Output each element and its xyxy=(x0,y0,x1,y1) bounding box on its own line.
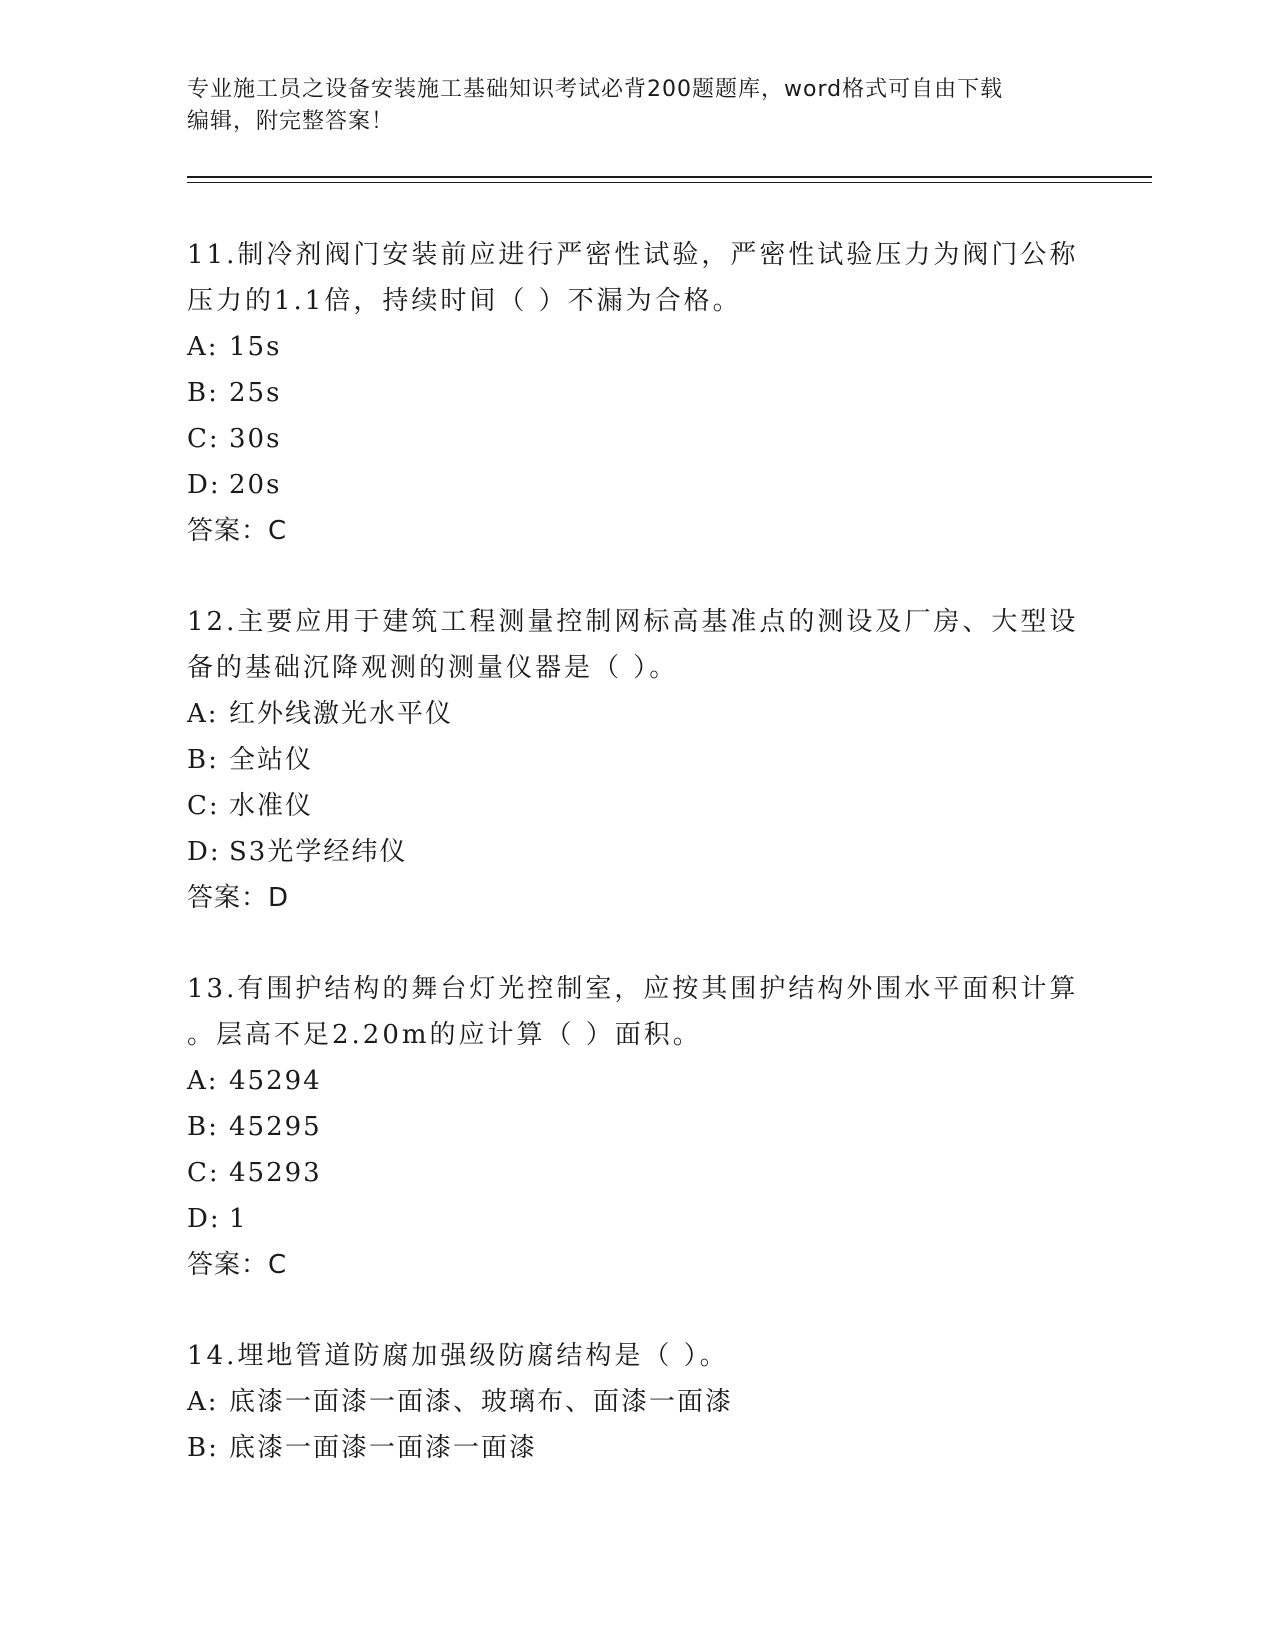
option-text: 20s xyxy=(229,470,282,500)
question-13 xyxy=(187,966,1087,1288)
option-a xyxy=(187,1379,1087,1425)
option-text: 45295 xyxy=(229,1112,322,1142)
question-stem-line: 备的基础沉降观测的测量仪器是（ ）。 xyxy=(187,653,679,683)
option-d xyxy=(187,829,1087,875)
option-text: 水准仪 xyxy=(229,791,314,821)
option-a xyxy=(187,691,1087,737)
option-label: B: xyxy=(187,745,219,775)
option-label: B: xyxy=(187,1112,219,1142)
question-stem-line: 14.埋地管道防腐加强级防腐结构是（ ）。 xyxy=(187,1341,729,1371)
option-label: D: xyxy=(187,837,221,867)
answer-line: 答案：D xyxy=(187,883,290,913)
option-text: 红外线激光水平仪 xyxy=(229,699,454,729)
question-12 xyxy=(187,599,1087,921)
option-text: 底漆一面漆一面漆一面漆 xyxy=(229,1433,538,1463)
option-text: 25s xyxy=(229,378,282,408)
option-text: 1 xyxy=(229,1204,248,1234)
option-text: 15s xyxy=(229,332,282,362)
answer-line: 答案：C xyxy=(187,1250,288,1280)
option-text: 全站仪 xyxy=(229,745,314,775)
option-label: C: xyxy=(187,1158,220,1188)
option-text: 30s xyxy=(229,424,282,454)
option-label: B: xyxy=(187,378,219,408)
option-c xyxy=(187,416,1087,462)
option-text: 45293 xyxy=(229,1158,322,1188)
option-a xyxy=(187,324,1087,370)
question-stem-line: 13.有围护结构的舞台灯光控制室，应按其围护结构外围水平面积计算 xyxy=(187,974,1079,1004)
header-title-line-2: 编辑，附完整答案！ xyxy=(187,109,395,134)
option-a xyxy=(187,1058,1087,1104)
option-label: C: xyxy=(187,791,220,821)
option-label: D: xyxy=(187,1204,221,1234)
option-c xyxy=(187,1150,1087,1196)
question-11 xyxy=(187,232,1087,554)
option-text: 底漆一面漆一面漆、玻璃布、面漆一面漆 xyxy=(229,1387,734,1417)
option-b xyxy=(187,1104,1087,1150)
question-stem-line: 压力的1.1倍，持续时间（ ）不漏为合格。 xyxy=(187,286,742,316)
option-c xyxy=(187,783,1087,829)
option-label: A: xyxy=(187,332,219,362)
question-list xyxy=(187,232,1087,1516)
document-header xyxy=(187,74,1067,138)
option-label: D: xyxy=(187,470,221,500)
header-title-line-1: 专业施工员之设备安装施工基础知识考试必背200题题库，word格式可自由下载 xyxy=(187,77,1004,102)
question-stem-line: 。层高不足2.20m的应计算（ ）面积。 xyxy=(187,1020,702,1050)
option-label: C: xyxy=(187,424,220,454)
question-stem-line: 12.主要应用于建筑工程测量控制网标高基准点的测设及厂房、大型设 xyxy=(187,607,1079,637)
option-d xyxy=(187,462,1087,508)
option-b xyxy=(187,737,1087,783)
header-divider-thin xyxy=(187,182,1152,183)
option-label: B: xyxy=(187,1433,219,1463)
question-14 xyxy=(187,1333,1087,1471)
option-text: 45294 xyxy=(229,1066,322,1096)
option-label: A: xyxy=(187,1066,219,1096)
option-b xyxy=(187,370,1087,416)
option-d xyxy=(187,1196,1087,1242)
option-label: A: xyxy=(187,699,219,729)
option-b xyxy=(187,1425,1087,1471)
option-text: S3光学经纬仪 xyxy=(229,837,408,867)
answer-line: 答案：C xyxy=(187,516,288,546)
question-stem-line: 11.制冷剂阀门安装前应进行严密性试验，严密性试验压力为阀门公称 xyxy=(187,240,1079,270)
option-label: A: xyxy=(187,1387,219,1417)
header-divider-thick xyxy=(187,176,1152,178)
